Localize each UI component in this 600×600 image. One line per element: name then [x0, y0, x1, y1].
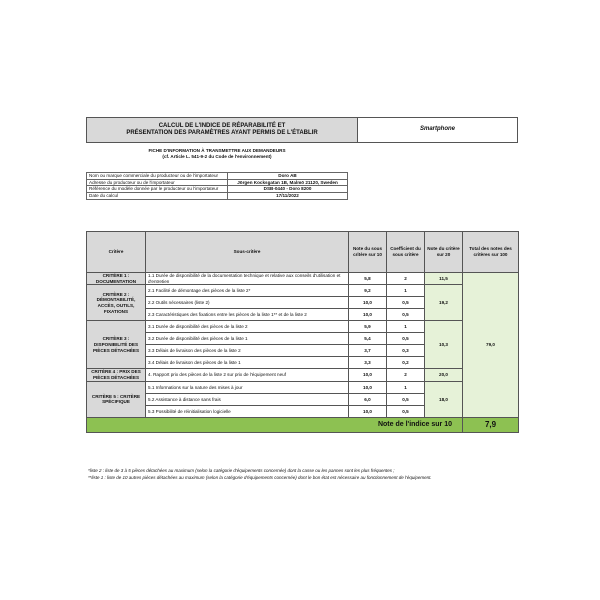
title-line-1: CALCUL DE L'INDICE DE RÉPARABILITÉ ET: [158, 122, 286, 129]
criterion-note20: 19,2: [425, 285, 463, 321]
col-note20: Note du critère sur 20: [425, 232, 463, 273]
sub-criterion-note: 10,0: [349, 405, 387, 417]
criterion-name: CRITÈRE 3 : DISPONIBILITÉ DES PIÈCES DÉTACHÉES: [87, 321, 146, 369]
fiche-heading: [86, 148, 348, 161]
sub-criterion-label: 3.4 Délais de livraison des pièces de la liste 1: [146, 357, 349, 369]
sub-criterion-coef: 0,5: [387, 405, 425, 417]
sub-criterion-note: 10,0: [349, 381, 387, 393]
sub-criterion-coef: 0,3: [387, 345, 425, 357]
sub-criterion-label: 4. Rapport prix des pièces de la liste 2 sur prix de l'équipement neuf: [146, 369, 349, 381]
sub-criterion-label: 1.1 Durée de disponibilité de la documentation technique et relative aux conseils d'utilisation et d'entretien: [146, 273, 349, 285]
criteria-table: [86, 231, 519, 433]
criterion-name: CRITÈRE 2 : DÉMONTABILITÉ, ACCÈS, OUTILS, FIXATIONS: [87, 285, 146, 321]
criterion-note20: 11,5: [425, 273, 463, 285]
fiche-line-1: FICHE D'INFORMATION À TRANSMETTRE AUX DEMANDEURS: [148, 148, 286, 153]
sub-criterion-label: 2.3 Caractéristiques des fixations entre les pièces de la liste 1** et de la liste 2: [146, 309, 349, 321]
table-header-row: [87, 232, 519, 273]
fiche-line-2: (cf. Article L. 541-9-2 du Code de l'environnement): [162, 154, 272, 160]
info-row: [87, 179, 348, 186]
info-value: Doro AB: [228, 173, 348, 180]
sub-criterion-note: 10,0: [349, 369, 387, 381]
info-label: Nom ou marque commerciale du producteur ou de l'importateur: [87, 173, 228, 180]
sub-criterion-label: 2.2 Outils nécessaires (liste 2): [146, 297, 349, 309]
sub-criterion-label: 3.3 Délais de livraison des pièces de la liste 2: [146, 345, 349, 357]
col-sous-critere: Sous-critère: [146, 232, 349, 273]
sub-criterion-note: 5,9: [349, 321, 387, 333]
sub-criterion-coef: 0,5: [387, 297, 425, 309]
sub-criterion-coef: 0,5: [387, 393, 425, 405]
producer-info-table: [86, 172, 348, 200]
col-total: Total des notes des critères sur 100: [463, 232, 519, 273]
sub-criterion-label: 3.1 Durée de disponibilité des pièces de la liste 2: [146, 321, 349, 333]
table-row: [87, 381, 519, 393]
title-line-2: PRÉSENTATION DES PARAMÈTRES AYANT PERMIS DE L'ÉTABLIR: [126, 130, 318, 136]
criterion-note20: 20,0: [425, 369, 463, 381]
criterion-note20: 18,0: [425, 381, 463, 417]
sub-criterion-label: 3.2 Durée de disponibilité des pièces de la liste 1: [146, 333, 349, 345]
info-label: Adresse du producteur ou de l'importateur: [87, 179, 228, 186]
final-score-row: [87, 417, 519, 432]
criterion-name: CRITÈRE 5 : CRITÈRE SPÉCIFIQUE: [87, 381, 146, 417]
footnotes: [88, 468, 518, 481]
col-note10: Note du sous critère sur 10: [349, 232, 387, 273]
info-value: 17/11/2022: [228, 193, 348, 200]
header-table: [86, 117, 518, 143]
col-critere: Critère: [87, 232, 146, 273]
table-row: [87, 321, 519, 333]
info-label: Référence du modèle donnée par le producteur ou l'importateur: [87, 186, 228, 193]
sub-criterion-coef: 1: [387, 321, 425, 333]
sub-criterion-coef: 0,5: [387, 309, 425, 321]
criterion-name: CRITÈRE 4 : PRIX DES PIÈCES DÉTACHÉES: [87, 369, 146, 381]
criterion-note20: 10,3: [425, 321, 463, 369]
sub-criterion-coef: 1: [387, 285, 425, 297]
sub-criterion-label: 5.2 Assistance à distance sans frais: [146, 393, 349, 405]
sub-criterion-note: 3,3: [349, 357, 387, 369]
table-row: [87, 369, 519, 381]
info-row: [87, 173, 348, 180]
final-score-value: 7,9: [463, 417, 519, 432]
sub-criterion-note: 3,7: [349, 345, 387, 357]
info-row: [87, 193, 348, 200]
final-score-label: Note de l'indice sur 10: [87, 417, 463, 432]
sub-criterion-note: 10,0: [349, 309, 387, 321]
sub-criterion-label: 5.3 Possibilité de réinitialisation logicielle: [146, 405, 349, 417]
sub-criterion-note: 5,4: [349, 333, 387, 345]
info-row: [87, 186, 348, 193]
footnote-liste-1: **liste 1 : liste de 10 autres pièces détachées au maximum (selon la catégorie d'équipements concernée) dont le bon état est nécessaire au fonctionnement de l'équipement.: [88, 474, 432, 480]
total-score: 79,0: [463, 273, 519, 418]
sub-criterion-coef: 2: [387, 273, 425, 285]
info-label: Date du calcul: [87, 193, 228, 200]
col-coef: Coefficient du sous critère: [387, 232, 425, 273]
product-category: Smartphone: [358, 118, 518, 143]
table-row: [87, 285, 519, 297]
sub-criterion-note: 6,0: [349, 393, 387, 405]
sub-criterion-note: 9,2: [349, 285, 387, 297]
info-value: DSB-0440 - Doro 8200: [228, 186, 348, 193]
sub-criterion-coef: 2: [387, 369, 425, 381]
sub-criterion-label: 2.1 Facilité de démontage des pièces de la liste 2*: [146, 285, 349, 297]
info-value: Jörgen Kocksgatan 1B, Malmö 21120, Sweden: [228, 179, 348, 186]
sub-criterion-coef: 0,2: [387, 357, 425, 369]
table-row: [87, 273, 519, 285]
sub-criterion-label: 5.1 Informations sur la nature des mises à jour: [146, 381, 349, 393]
header-title: [87, 118, 358, 143]
sub-criterion-note: 10,0: [349, 297, 387, 309]
footnote-liste-2: *liste 2 : liste de 3 à 5 pièces détachées au maximum (selon la catégorie d'équipements concernée) dont la casse ou les pannes sont les plus fréquentes ;: [88, 468, 395, 473]
criterion-name: CRITÈRE 1 : DOCUMENTATION: [87, 273, 146, 285]
sub-criterion-note: 5,8: [349, 273, 387, 285]
sub-criterion-coef: 0,5: [387, 333, 425, 345]
sub-criterion-coef: 1: [387, 381, 425, 393]
